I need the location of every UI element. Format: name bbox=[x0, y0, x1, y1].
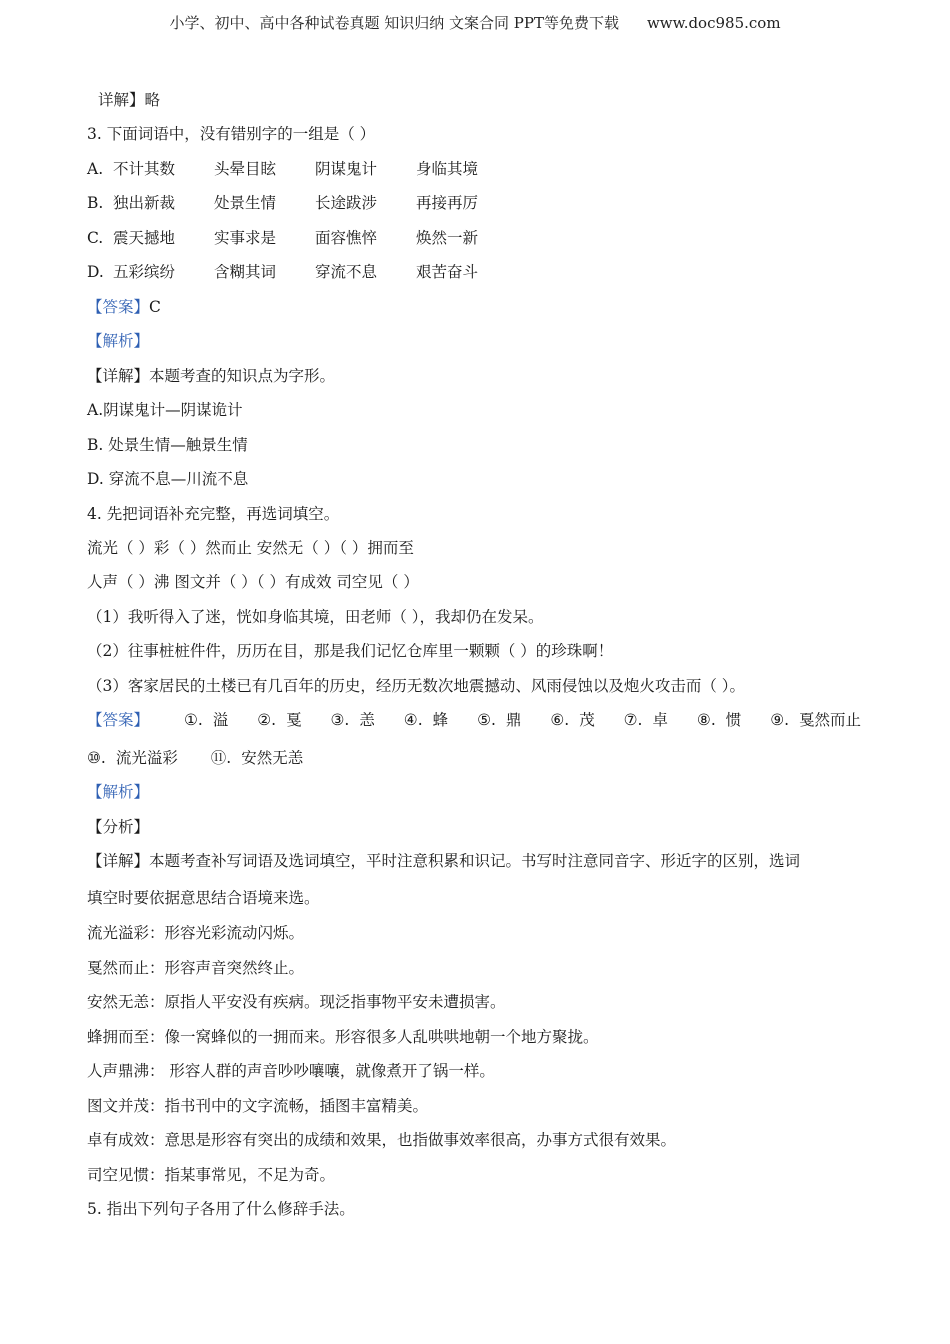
q4-def-4: 蜂拥而至：像一窝蜂似的一拥而来。形容很多人乱哄哄地朝一个地方聚拢。 bbox=[87, 1028, 599, 1046]
q3-stem: 3. 下面词语中，没有错别字的一组是（ ） bbox=[87, 125, 376, 143]
q3-option-c: C. 震天撼地 实事求是 面容憔悴 焕然一新 bbox=[87, 229, 479, 247]
q3-option-b: B. 独出新裁 处景生情 长途跋涉 再接再厉 bbox=[87, 194, 479, 212]
q3-analysis-tag: 【解析】 bbox=[87, 332, 150, 350]
q4-def-8: 司空见惯：指某事常见，不足为奇。 bbox=[87, 1166, 336, 1184]
q3-answer: 【答案】C bbox=[87, 298, 161, 316]
q3-detail: 【详解】本题考查的知识点为字形。 bbox=[87, 367, 336, 385]
q4-def-7: 卓有成效：意思是形容有突出的成绩和效果，也指做事效率很高，办事方式很有效果。 bbox=[87, 1131, 677, 1149]
q4-def-6: 图文并茂：指书刊中的文字流畅，插图丰富精美。 bbox=[87, 1097, 429, 1115]
q4-stem: 4. 先把词语补充完整，再选词填空。 bbox=[87, 505, 340, 523]
q4-def-2: 戛然而止：形容声音突然终止。 bbox=[87, 959, 305, 977]
q4-def-1: 流光溢彩：形容光彩流动闪烁。 bbox=[87, 924, 305, 942]
q4-fenxi: 【分析】 bbox=[87, 818, 150, 836]
q3-option-d: D. 五彩缤纷 含糊其词 穿流不息 艰苦奋斗 bbox=[87, 263, 479, 281]
prev-detail: 详解】略 bbox=[98, 91, 161, 109]
q5-stem: 5. 指出下列句子各用了什么修辞手法。 bbox=[87, 1200, 355, 1218]
q4-detail-2: 填空时要依据意思结合语境来选。 bbox=[87, 889, 320, 907]
q3-fix-a: A.阴谋鬼计—阴谋诡计 bbox=[87, 401, 243, 419]
q4-sentence-2: （2）往事桩桩件件，历历在目，那是我们记忆仓库里一颗颗（ ）的珍珠啊！ bbox=[87, 642, 614, 660]
q3-option-a: A. 不计其数 头晕目眩 阴谋鬼计 身临其境 bbox=[87, 160, 479, 178]
q4-row2: 人声（ ）沸 图文并（ ）（ ）有成效 司空见（ ） bbox=[87, 573, 419, 591]
q4-answer-row1: 【答案】 ①. 溢 ②. 戛 ③. 恙 ④. 蜂 ⑤. 鼎 ⑥. 茂 ⑦. 卓 ⑧. 惯 ⑨. 戛然而止 bbox=[87, 711, 862, 729]
q3-fix-d: D. 穿流不息—川流不息 bbox=[87, 470, 249, 488]
q3-fix-b: B. 处景生情—触景生情 bbox=[87, 436, 248, 454]
q4-def-3: 安然无恙：原指人平安没有疾病。现泛指事物平安未遭损害。 bbox=[87, 993, 506, 1011]
header-text: 小学、初中、高中各种试卷真题 知识归纳 文案合同 PPT等免费下载 bbox=[169, 14, 619, 32]
header-site: www.doc985.com bbox=[646, 14, 781, 32]
q4-def-5: 人声鼎沸： 形容人群的声音吵吵嚷嚷，就像煮开了锅一样。 bbox=[87, 1062, 495, 1080]
q4-sentence-1: （1）我听得入了迷，恍如身临其境，田老师（ ），我却仍在发呆。 bbox=[87, 608, 544, 626]
q4-answer-row2: ⑩. 流光溢彩 ⑪. 安然无恙 bbox=[87, 749, 304, 767]
q4-row1: 流光（ ）彩（ ）然而止 安然无（ ）（ ）拥而至 bbox=[87, 539, 414, 557]
q4-analysis-tag: 【解析】 bbox=[87, 783, 150, 801]
q4-sentence-3: （3）客家居民的土楼已有几百年的历史，经历无数次地震撼动、风雨侵蚀以及炮火攻击而（ ）。 bbox=[87, 677, 746, 695]
page-header bbox=[0, 12, 950, 33]
q4-detail-1: 【详解】本题考查补写词语及选词填空，平时注意积累和识记。书写时注意同音字、形近字的区别，选词 bbox=[87, 852, 801, 870]
